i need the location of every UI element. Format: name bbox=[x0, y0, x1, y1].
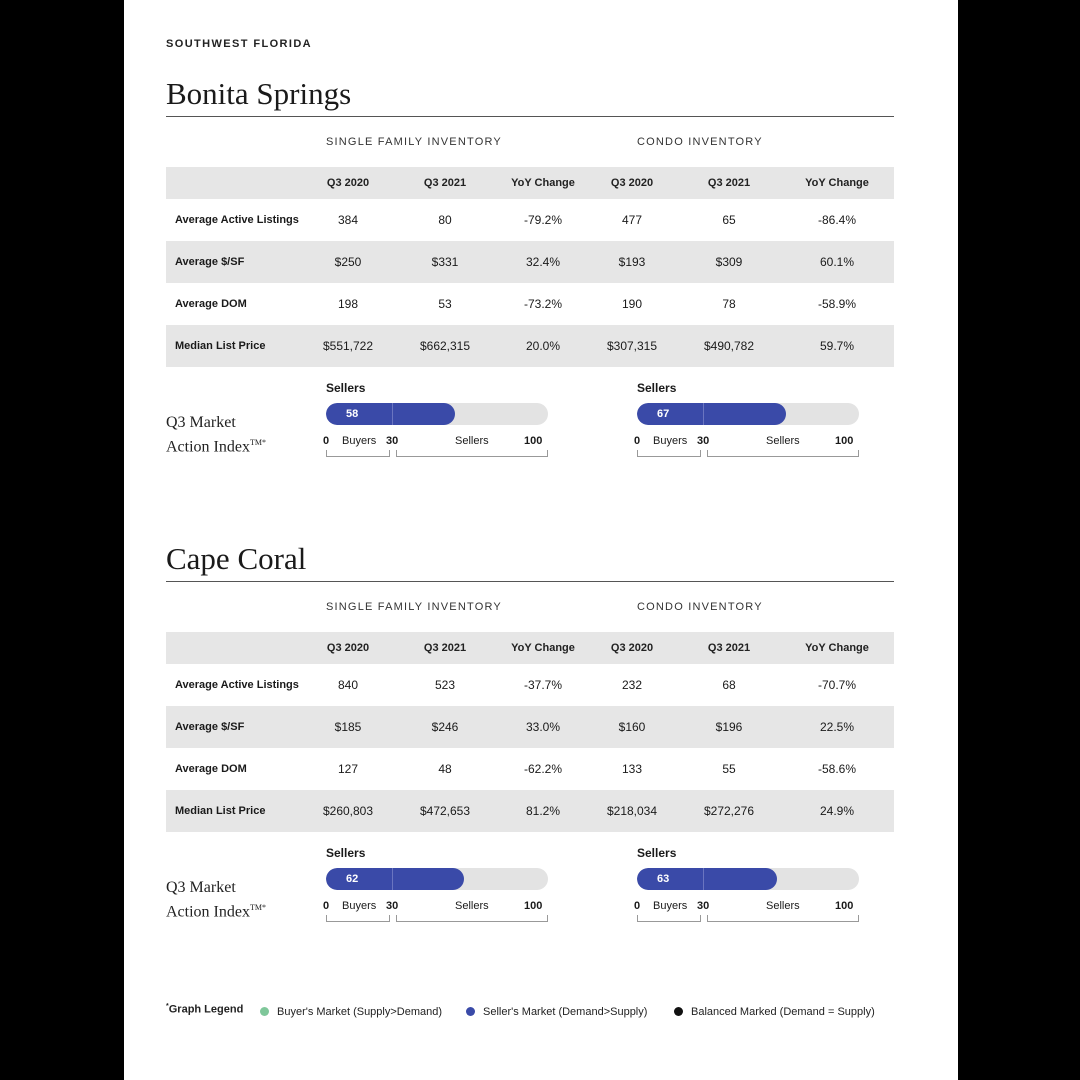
single-family-heading: SINGLE FAMILY INVENTORY bbox=[326, 601, 502, 613]
scale-buyers: Buyers bbox=[653, 435, 688, 447]
scale-buyers: Buyers bbox=[653, 900, 688, 912]
table-cell: $185 bbox=[334, 720, 362, 734]
gauge-value: 58 bbox=[346, 408, 359, 420]
report-page bbox=[124, 0, 958, 1080]
table-cell: 55 bbox=[722, 762, 736, 776]
table-cell: -58.6% bbox=[817, 762, 857, 776]
legend-title bbox=[166, 1003, 243, 1016]
scale-buyers: Buyers bbox=[342, 900, 377, 912]
table-cell: $662,315 bbox=[419, 339, 471, 353]
scale-sellers: Sellers bbox=[455, 435, 489, 447]
scale-min: 0 bbox=[323, 900, 330, 912]
scale-min: 0 bbox=[323, 435, 330, 447]
table-cell: 60.1% bbox=[819, 255, 855, 269]
row-label: Median List Price bbox=[175, 340, 266, 352]
city-section bbox=[166, 72, 894, 487]
table-row bbox=[166, 664, 894, 706]
table-header-cell: Q3 2021 bbox=[707, 177, 751, 189]
table-cell: $160 bbox=[618, 720, 646, 734]
table-header-cell bbox=[166, 167, 306, 199]
gauge-title: Sellers bbox=[326, 381, 366, 395]
buyers-bracket bbox=[326, 450, 390, 457]
city-title: Bonita Springs bbox=[166, 76, 352, 111]
table-cell: -37.7% bbox=[523, 678, 563, 692]
market-action-index bbox=[166, 367, 894, 487]
gauge-value: 63 bbox=[657, 873, 670, 885]
mai-label-line1: Q3 Market bbox=[166, 414, 236, 431]
table-cell: 81.2% bbox=[525, 804, 561, 818]
gauge-value: 67 bbox=[657, 408, 670, 420]
row-label: Average Active Listings bbox=[175, 679, 299, 691]
table-row bbox=[166, 283, 894, 325]
table-cell: 523 bbox=[434, 678, 456, 692]
table-row bbox=[166, 748, 894, 790]
inventory-table bbox=[166, 167, 894, 367]
table-cell: 65 bbox=[722, 213, 736, 227]
gauge-track bbox=[637, 868, 859, 890]
inventory-group-headers bbox=[166, 117, 894, 167]
scale-sellers: Sellers bbox=[766, 435, 800, 447]
table-cell: -86.4% bbox=[817, 213, 857, 227]
table-cell: 80 bbox=[438, 213, 452, 227]
table-cell: 24.9% bbox=[819, 804, 855, 818]
single-family-heading: SINGLE FAMILY INVENTORY bbox=[326, 136, 502, 148]
table-cell: 384 bbox=[337, 213, 359, 227]
gauge-track bbox=[326, 868, 548, 890]
sellers-bracket bbox=[396, 450, 548, 457]
trademark-mark: TM* bbox=[249, 903, 266, 912]
table-cell: -70.7% bbox=[817, 678, 857, 692]
scale-mid: 30 bbox=[697, 435, 710, 447]
buyers-bracket bbox=[637, 915, 701, 922]
inventory-group-headers bbox=[166, 582, 894, 632]
legend-item-buyers bbox=[260, 1006, 442, 1018]
table-cell: 22.5% bbox=[819, 720, 855, 734]
buyers-bracket bbox=[326, 915, 390, 922]
sellers-market-dot-icon bbox=[466, 1007, 475, 1016]
table-cell: $472,653 bbox=[419, 804, 471, 818]
gauge-title: Sellers bbox=[637, 846, 677, 860]
index-gauge bbox=[635, 846, 863, 936]
table-cell: $218,034 bbox=[606, 804, 658, 818]
inventory-table bbox=[166, 632, 894, 832]
table-header-cell: Q3 2021 bbox=[423, 642, 467, 654]
row-label: Average Active Listings bbox=[175, 214, 299, 226]
scale-max: 100 bbox=[524, 435, 543, 447]
legend-item-label: Buyer's Market (Supply>Demand) bbox=[277, 1006, 443, 1018]
row-label: Median List Price bbox=[175, 805, 266, 817]
table-cell: 33.0% bbox=[525, 720, 561, 734]
table-cell: $272,276 bbox=[703, 804, 755, 818]
table-cell: 133 bbox=[621, 762, 643, 776]
index-gauge bbox=[635, 381, 863, 471]
scale-min: 0 bbox=[634, 900, 641, 912]
city-title: Cape Coral bbox=[166, 541, 307, 576]
scale-max: 100 bbox=[835, 900, 854, 912]
table-cell: $309 bbox=[715, 255, 743, 269]
table-header-cell: Q3 2021 bbox=[707, 642, 751, 654]
scale-min: 0 bbox=[634, 435, 641, 447]
region-label: SOUTHWEST FLORIDA bbox=[166, 38, 313, 50]
table-cell: 59.7% bbox=[819, 339, 855, 353]
gauge-tick-30 bbox=[703, 403, 704, 425]
table-cell: -62.2% bbox=[523, 762, 563, 776]
index-gauge bbox=[324, 846, 552, 936]
legend-item-balanced bbox=[674, 1006, 875, 1018]
table-cell: $331 bbox=[431, 255, 459, 269]
gauge-tick-30 bbox=[703, 868, 704, 890]
table-cell: $193 bbox=[618, 255, 646, 269]
table-header-cell: YoY Change bbox=[805, 177, 869, 189]
table-cell: 198 bbox=[337, 297, 359, 311]
legend-item-label: Balanced Marked (Demand = Supply) bbox=[691, 1006, 875, 1018]
table-cell: $196 bbox=[715, 720, 743, 734]
balanced-market-dot-icon bbox=[674, 1007, 683, 1016]
buyers-market-dot-icon bbox=[260, 1007, 269, 1016]
row-label: Average DOM bbox=[175, 763, 247, 775]
table-cell: 840 bbox=[337, 678, 359, 692]
table-cell: 53 bbox=[438, 297, 452, 311]
scale-mid: 30 bbox=[386, 435, 399, 447]
table-row bbox=[166, 325, 894, 367]
buyers-bracket bbox=[637, 450, 701, 457]
row-label: Average $/SF bbox=[175, 721, 245, 733]
condo-heading: CONDO INVENTORY bbox=[637, 136, 763, 148]
table-cell: $551,722 bbox=[322, 339, 374, 353]
mai-label-line2: Action Index bbox=[166, 903, 250, 921]
scale-max: 100 bbox=[524, 900, 543, 912]
table-cell: 477 bbox=[621, 213, 643, 227]
mai-label-line1: Q3 Market bbox=[166, 879, 236, 896]
table-header-cell bbox=[166, 632, 306, 664]
condo-heading: CONDO INVENTORY bbox=[637, 601, 763, 613]
table-header-row bbox=[166, 632, 894, 664]
gauge-track bbox=[326, 403, 548, 425]
sellers-bracket bbox=[707, 915, 859, 922]
gauge-tick-30 bbox=[392, 403, 393, 425]
scale-mid: 30 bbox=[386, 900, 399, 912]
city-section bbox=[166, 537, 894, 952]
table-row bbox=[166, 706, 894, 748]
table-cell: $250 bbox=[334, 255, 362, 269]
market-action-index bbox=[166, 832, 894, 952]
table-header-cell: YoY Change bbox=[511, 642, 575, 654]
table-cell: 32.4% bbox=[525, 255, 561, 269]
table-cell: -58.9% bbox=[817, 297, 857, 311]
table-header-cell: Q3 2020 bbox=[610, 642, 654, 654]
table-cell: 20.0% bbox=[525, 339, 561, 353]
table-header-cell: Q3 2020 bbox=[326, 177, 370, 189]
table-cell: 78 bbox=[722, 297, 736, 311]
legend-title-text: Graph Legend bbox=[168, 1003, 244, 1016]
table-row bbox=[166, 199, 894, 241]
gauge-track bbox=[637, 403, 859, 425]
table-header-cell: YoY Change bbox=[805, 642, 869, 654]
index-gauge bbox=[324, 381, 552, 471]
row-label: Average DOM bbox=[175, 298, 247, 310]
table-cell: -73.2% bbox=[523, 297, 563, 311]
table-cell: 68 bbox=[722, 678, 736, 692]
table-header-cell: Q3 2020 bbox=[326, 642, 370, 654]
table-header-cell: Q3 2020 bbox=[610, 177, 654, 189]
scale-mid: 30 bbox=[697, 900, 710, 912]
table-header-cell: Q3 2021 bbox=[423, 177, 467, 189]
market-action-index-label bbox=[166, 413, 266, 457]
gauge-value: 62 bbox=[346, 873, 359, 885]
table-cell: -79.2% bbox=[523, 213, 563, 227]
table-cell: $260,803 bbox=[322, 804, 374, 818]
table-cell: 190 bbox=[621, 297, 643, 311]
scale-sellers: Sellers bbox=[455, 900, 489, 912]
gauge-title: Sellers bbox=[637, 381, 677, 395]
table-cell: $307,315 bbox=[606, 339, 658, 353]
market-action-index-label bbox=[166, 878, 266, 922]
legend-title-asterisk: * bbox=[166, 1003, 169, 1010]
table-row bbox=[166, 241, 894, 283]
scale-sellers: Sellers bbox=[766, 900, 800, 912]
table-header-row bbox=[166, 167, 894, 199]
table-cell: 127 bbox=[337, 762, 359, 776]
table-header-cell: YoY Change bbox=[511, 177, 575, 189]
row-label: Average $/SF bbox=[175, 256, 245, 268]
gauge-title: Sellers bbox=[326, 846, 366, 860]
gauge-tick-30 bbox=[392, 868, 393, 890]
table-cell: $490,782 bbox=[703, 339, 755, 353]
scale-max: 100 bbox=[835, 435, 854, 447]
legend-item-label: Seller's Market (Demand>Supply) bbox=[483, 1006, 648, 1018]
mai-label-line2: Action Index bbox=[166, 438, 250, 456]
legend-item-sellers bbox=[466, 1006, 647, 1018]
trademark-mark: TM* bbox=[249, 438, 266, 447]
scale-buyers: Buyers bbox=[342, 435, 377, 447]
sellers-bracket bbox=[396, 915, 548, 922]
table-cell: 48 bbox=[438, 762, 452, 776]
table-cell: 232 bbox=[621, 678, 643, 692]
sellers-bracket bbox=[707, 450, 859, 457]
table-row bbox=[166, 790, 894, 832]
table-cell: $246 bbox=[431, 720, 459, 734]
